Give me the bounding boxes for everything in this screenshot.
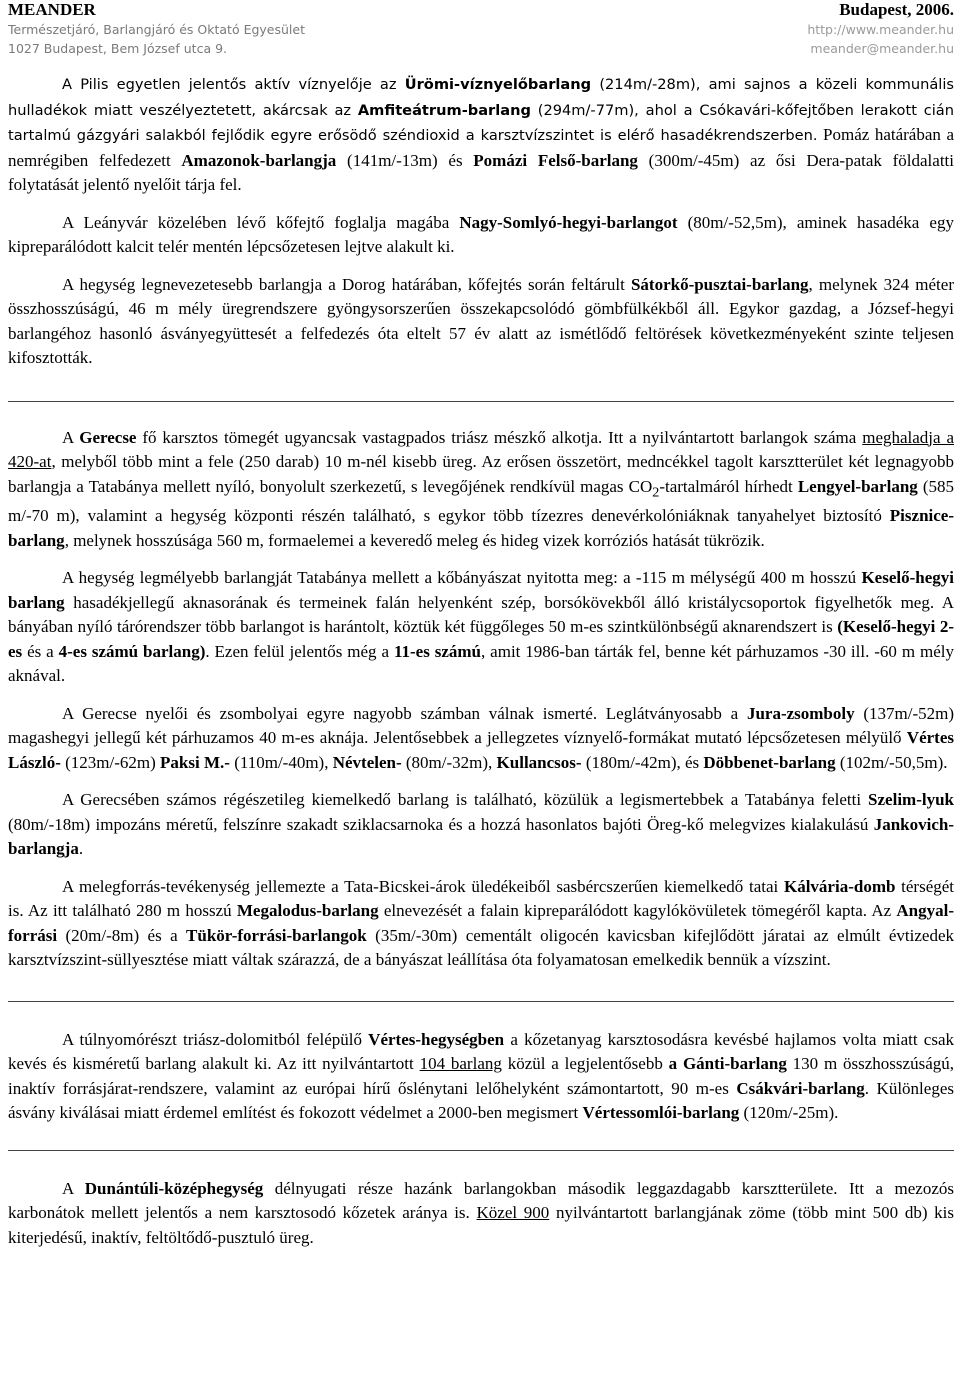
cave-name: a Gánti-barlang bbox=[668, 1054, 787, 1074]
cave-name: Nagy-Somlyó-hegyi-barlangot bbox=[459, 212, 678, 232]
cave-name: 11-es számú bbox=[393, 641, 482, 661]
org-name: MEANDER bbox=[8, 0, 96, 19]
cave-name: Kullancsos- bbox=[496, 752, 582, 772]
cave-name: Megalodus-barlang bbox=[236, 901, 379, 921]
letterhead-left bbox=[8, 0, 305, 58]
underlined-count: 104 barlang bbox=[419, 1054, 502, 1074]
cave-name: Lengyel-barlang bbox=[797, 476, 918, 496]
cave-name: Vértessomlói-barlang bbox=[582, 1103, 740, 1123]
region-name: Gerecse bbox=[79, 427, 137, 447]
section-dunantuli bbox=[8, 1177, 954, 1251]
cave-name: (Keselő-hegyi 2-es bbox=[8, 617, 954, 661]
cave-name: Amazonok-barlangja bbox=[181, 150, 337, 170]
paragraph: A Dunántúli-középhegység délnyugati része hazánk barlangokban második leggazdagabb karsztterülete. Itt a mezozós karbonátok mellett jelentős a nem karsztosodó kőzetek aránya is. Közel 900 nyilvántartott barlangjának zöme (több mint 500 db) kis kiterjedésű, inaktív, feltöltődő-pusztuló üreg. bbox=[8, 1178, 955, 1247]
section-vertes bbox=[8, 1028, 954, 1126]
cave-name: Angyal-forrási bbox=[8, 901, 955, 945]
cave-name: Csákvári-barlang bbox=[736, 1078, 865, 1098]
region-name: Dunántúli-középhegység bbox=[84, 1178, 264, 1198]
paragraph: A Gerecse fő karsztos tömegét ugyancsak vastagpados triász mészkő alkotja. Itt a nyilvántartott barlangok száma meghaladja a 420-at, melyből több mint a fele (250 darab) 10 m-nél kisebb üreg. Az erősen összetört, medncékkel tagolt karsztterület két legnagyobb barlangja a Tatabánya mellett nyíló, bonyolult szerkezetű, s levegőjének rendkívül magas $CO_2$-tartalmáról hírhedt Lengyel-barlang (585 m/-70 m), valamint a hegység központi részén található, s egykor több tízezres denevérkolóniáknak tanyahelyet biztosító Pisznice-barlang, melynek hosszúsága 560 m, formaelemei a keveredő meleg és hideg vizek korróziós hatását tükrözik. bbox=[8, 427, 955, 550]
paragraph: A Leányvár közelében lévő kőfejtő foglalja magába Nagy-Somlyó-hegyi-barlangot (80m/-52,5m), aminek hasadéka egy kipreparálódott kalcit telér mentén lépcsőzetesen lejtve alakult ki. bbox=[8, 212, 954, 256]
cave-name: Jura-zsomboly bbox=[746, 703, 855, 723]
cave-name: Döbbenet-barlang bbox=[703, 752, 836, 772]
region-name: Vértes-hegységben bbox=[368, 1029, 505, 1049]
org-address: 1027 Budapest, Bem József utca 9. bbox=[8, 41, 228, 56]
org-subtitle: Természetjáró, Barlangjáró és Oktató Egyesület bbox=[8, 22, 305, 37]
underlined-count: Közel 900 bbox=[476, 1203, 550, 1223]
cave-name: Tükör-forrási-barlangok bbox=[186, 925, 367, 945]
letterhead bbox=[0, 0, 960, 58]
cave-name: Sátorkő-pusztai-barlang bbox=[630, 274, 809, 294]
place-name: Kálvária-domb bbox=[783, 876, 896, 896]
place-year: Budapest, 2006. bbox=[839, 0, 954, 19]
website-link[interactable]: http://www.meander.hu bbox=[807, 22, 954, 37]
cave-name: Pomázi Felső-barlang bbox=[473, 150, 638, 170]
paragraph: A melegforrás-tevékenység jellemezte a Tata-Bicskei-árok üledékeiből sasbércszerűen kiemelkedő tatai Kálvária-domb térségét is. Az itt található 280 m hosszú Megalodus-barlang elnevezését a falain kipreparálódott kagylókövületek tömegéről kapta. Az Angyal-forrási (20m/-8m) és a Tükör-forrási-barlangok (35m/-30m) cementált oligocén kavicsban kifejlődött járatai az elmúlt évtizedek karsztvízszint-süllyesztése miatt váltak szárazzá, de a bányászat leállítása óta folyamatosan emelkedik bennük a vízszint. bbox=[8, 876, 955, 970]
cave-name: Ürömi-víznyelőbarlang bbox=[404, 76, 592, 93]
paragraph: A túlnyomórészt triász-dolomitból felépülő Vértes-hegységben a kőzetanyag karsztosodásra kevésbé hajlamos volta miatt csak kevés és kisméretű barlang alakult ki. Az itt nyilvántartott 104 barlang közül a legjelentősebb a Gánti-barlang 130 m összhosszúságú, inaktív forrásjárat-rendszere, valamint az európai hírű őslénytani lelőhelyként számontartott, 90 m-es Csákvári-barlang. Különleges ásvány kiválásai miatt érdemel említést és fokozott védelmet a 2000-ben megismert Vértessomlói-barlang (120m/-25m). bbox=[8, 1029, 954, 1123]
paragraph: A hegység legmélyebb barlangját Tatabánya mellett a kőbányászat nyitotta meg: a -115 m mélységű 400 m hosszú Keselő-hegyi barlang hasadékjellegű aknasorának és termeinek falán helyenként szép, borsókövekből álló kristálycsoportok figyelhetők meg. A bányában nyíló tárórendszer több barlangot is harántolt, köztük két függőleges 50 m-es szintkülönbségű aknarendszert is (Keselő-hegyi 2-es és a 4-es számú barlang). Ezen felül jelentős még a 11-es számú, amit 1986-ban tárták fel, benne két párhuzamos -30 ill. -60 m mély aknával. bbox=[8, 568, 954, 686]
section-gerecse bbox=[8, 426, 954, 973]
paragraph: A Gerecsében számos régészetileg kiemelkedő barlang is található, közülük a legismertebbek a Tatabánya feletti Szelim-lyuk (80m/-18m) impozáns méretű, felszínre szakadt sziklacsarnoka és a hozzá hasonlatos bajóti Öreg-kő melegvizes kialakulású Jankovich-barlangja. bbox=[8, 790, 954, 859]
cave-name: 4-es számú barlang) bbox=[58, 641, 206, 661]
paragraph: A hegység legnevezetesebb barlangja a Dorog határában, kőfejtés során feltárult Sátorkő-pusztai-barlang, melynek 324 méter összhosszúságú, 46 m mély üregrendszere gyöngysorszerűen összekapcsolódó gömbfülkékből áll. Egykor gazdag, a József-hegyi barlangéhoz hasonló ásványegyüttesét a felfedezés óta eltelt 57 év alatt az ismétlődő feltörések következményeként szinte teljesen kifosztották. bbox=[8, 274, 954, 367]
email-link[interactable]: meander@meander.hu bbox=[810, 41, 954, 56]
cave-name: Szelim-lyuk bbox=[868, 790, 954, 810]
document-body bbox=[8, 72, 954, 1250]
cave-name: Pisznice-barlang bbox=[8, 506, 954, 550]
cave-name: Névtelen- bbox=[332, 752, 402, 772]
letterhead-right bbox=[807, 0, 954, 58]
cave-name: Amfiteátrum-barlang bbox=[357, 101, 531, 119]
underlined-count: meghaladja a 420-at bbox=[8, 427, 954, 471]
paragraph: A Pilis egyetlen jelentős aktív víznyelője az Ürömi-víznyelőbarlang (214m/-28m), ami sajnos a közeli kommunális hulladékok miatt veszélyeztetett, akárcsak az Amfiteátrum-barlang (294m/-77m), ahol a Csókavári-kőfejtőben lerakott cián tartalmú gázgyári salakból fejlődik egyre erősödő széndioxid a karsztvízszintet is elérő hasadékrendszerben. Pomáz határában a nemrégiben felfedezett Amazonok-barlangja (141m/-13m) és Pomázi Felső-barlang (300m/-45m) az ősi Dera-patak földalatti folytatását jelentő nyelőit tárja fel. bbox=[8, 76, 954, 194]
cave-name: Keselő-hegyi barlang bbox=[8, 568, 954, 612]
paragraph: A Gerecse nyelői és zsombolyai egyre nagyobb számban válnak ismerté. Leglátványosabb a Jura-zsomboly (137m/-52m) magashegyi jellegű két párhuzamos 40 m-es aknája. Jelentősebbek a jellegzetes víznyelő-formákat mutató lépcsőzetesen mélyülő Vértes László- (123m/-62m) Paksi M.- (110m/-40m), Névtelen- (80m/-32m), Kullancsos- (180m/-42m), és Döbbenet-barlang (102m/-50,5m). bbox=[8, 703, 954, 772]
cave-name: Paksi M.- bbox=[160, 752, 230, 772]
cave-name: Jankovich-barlangja bbox=[8, 814, 954, 859]
section-pilis bbox=[8, 72, 954, 371]
cave-name: Vértes László- bbox=[8, 728, 954, 772]
